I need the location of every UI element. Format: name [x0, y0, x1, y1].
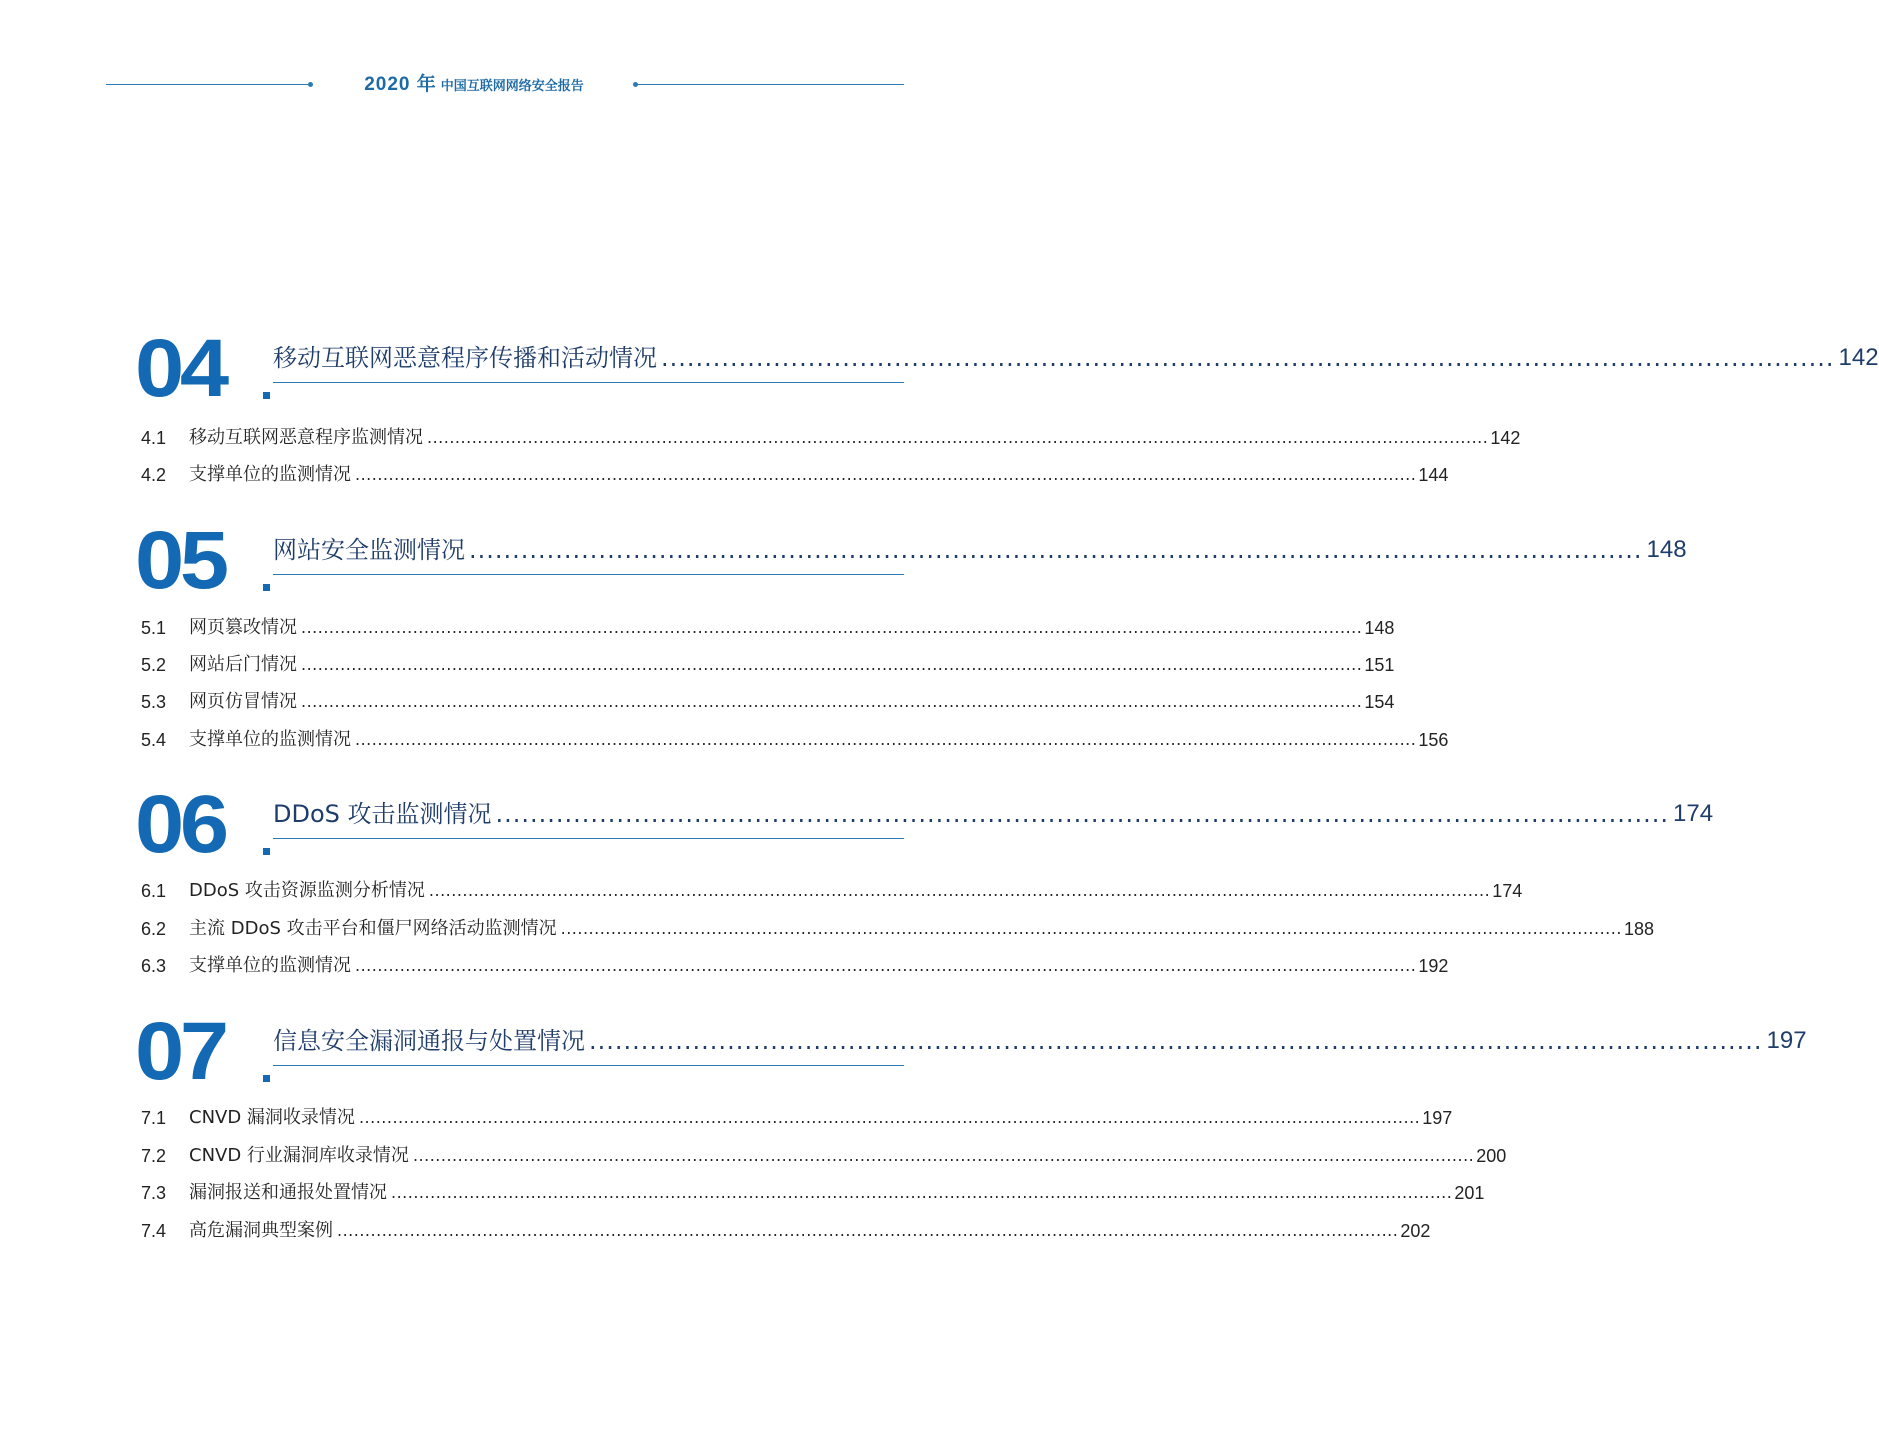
dot-leader: .............................................................................................................................................................................................. — [355, 956, 1417, 975]
running-header — [0, 72, 1028, 98]
entry-page: 192 — [1418, 956, 1449, 976]
entry-page: 201 — [1454, 1183, 1485, 1203]
toc-entry[interactable] — [141, 1219, 1431, 1243]
dot-leader: .............................................................................................................................................................................................. — [428, 881, 1491, 900]
chapter-dot — [263, 584, 270, 591]
chapter-title: 信息安全漏洞通报与处置情况 — [273, 1027, 585, 1055]
chapter-rule — [273, 574, 904, 575]
dot-leader: .............................................................................................................................................................................................. — [337, 1221, 1399, 1240]
toc-entry[interactable] — [141, 1144, 1507, 1168]
dot-leader: ........................................................................................................................................ — [469, 536, 1643, 564]
toc-entry[interactable] — [141, 1181, 1485, 1205]
dot-leader: .............................................................................................................................................................................................. — [355, 730, 1417, 749]
chapter-number: 05 — [135, 515, 225, 606]
dot-leader: .............................................................................................................................................................................................. — [301, 692, 1363, 711]
header-year: 2020 年 — [364, 74, 437, 95]
entry-title: DDoS 攻击资源监测分析情况 — [189, 880, 425, 901]
entry-page: 154 — [1364, 692, 1395, 712]
entry-title: 主流 DDoS 攻击平台和僵尸网络活动监测情况 — [189, 918, 557, 939]
entry-title: 网页仿冒情况 — [189, 691, 297, 712]
entry-number: 5.1 — [141, 618, 167, 638]
toc-entry[interactable] — [141, 616, 1395, 640]
entry-title: 网站后门情况 — [189, 654, 297, 675]
entry-number: 5.3 — [141, 692, 167, 712]
entry-title: 支撑单位的监测情况 — [189, 729, 351, 750]
chapter-title: 移动互联网恶意程序传播和活动情况 — [273, 344, 657, 372]
entry-title: CNVD 漏洞收录情况 — [189, 1107, 355, 1128]
entry-number: 5.2 — [141, 655, 167, 675]
entry-number: 7.3 — [141, 1183, 167, 1203]
toc-entry[interactable] — [141, 1106, 1453, 1130]
chapter-heading[interactable] — [0, 515, 1687, 606]
chapter-dot — [263, 1075, 270, 1082]
entry-number: 6.2 — [141, 919, 167, 939]
toc-entry[interactable] — [141, 690, 1395, 714]
entry-page: 148 — [1364, 618, 1395, 638]
entry-title: 漏洞报送和通报处置情况 — [189, 1182, 387, 1203]
entry-number: 4.1 — [141, 428, 167, 448]
chapter-dot — [263, 392, 270, 399]
dot-leader: .............................................................................................................................................................................................. — [391, 1183, 1453, 1202]
toc-entry[interactable] — [141, 426, 1521, 450]
dot-leader: .............................................................................................................................................................................................. — [301, 655, 1363, 674]
dot-leader: .............................................................................................................................................................................................. — [412, 1146, 1475, 1165]
entry-number: 5.4 — [141, 730, 167, 750]
toc-entry[interactable] — [141, 653, 1395, 677]
toc-entry[interactable] — [141, 728, 1449, 752]
entry-page: 144 — [1418, 465, 1449, 485]
chapter-title-row — [273, 1025, 1807, 1057]
chapter-heading[interactable] — [0, 1006, 1807, 1097]
entry-page: 142 — [1490, 428, 1521, 448]
chapter-number: 04 — [135, 323, 225, 414]
chapter-page: 142 — [1838, 344, 1879, 371]
chapter-number: 06 — [135, 779, 225, 870]
entry-number: 6.1 — [141, 881, 167, 901]
chapter-page: 148 — [1646, 536, 1687, 563]
chapter-heading[interactable] — [0, 323, 1879, 414]
chapter-heading[interactable] — [0, 779, 1714, 870]
dot-leader: .............................................................................................................................................................................................. — [358, 1108, 1421, 1127]
chapter-rule — [273, 838, 904, 839]
chapter-title: DDoS 攻击监测情况 — [273, 800, 492, 828]
chapter-number: 07 — [135, 1006, 225, 1097]
entry-page: 156 — [1418, 730, 1449, 750]
chapter-title-row — [273, 534, 1687, 566]
chapter-title: 网站安全监测情况 — [273, 536, 465, 564]
entry-page: 200 — [1476, 1146, 1507, 1166]
entry-title: CNVD 行业漏洞库收录情况 — [189, 1145, 409, 1166]
chapter-rule — [273, 1065, 904, 1066]
dot-leader: .............................................................................................................................................................................................. — [560, 919, 1622, 938]
chapter-rule — [273, 382, 904, 383]
dot-leader: ........................................................................................................................................ — [661, 344, 1835, 372]
header-title — [318, 72, 630, 100]
header-rule-left — [106, 84, 310, 85]
entry-page: 197 — [1422, 1108, 1453, 1128]
dot-leader: ........................................................................................................................................ — [589, 1027, 1763, 1055]
chapter-dot — [263, 848, 270, 855]
header-rule-right — [636, 84, 904, 85]
entry-title: 移动互联网恶意程序监测情况 — [189, 427, 423, 448]
entry-page: 174 — [1492, 881, 1523, 901]
entry-title: 网页篡改情况 — [189, 617, 297, 638]
chapter-title-row — [273, 798, 1714, 830]
toc-entry[interactable] — [141, 917, 1654, 941]
entry-page: 188 — [1623, 919, 1654, 939]
entry-title: 支撑单位的监测情况 — [189, 464, 351, 485]
header-dot-left — [308, 82, 313, 87]
entry-number: 6.3 — [141, 956, 167, 976]
dot-leader: .............................................................................................................................................................................................. — [427, 428, 1489, 447]
dot-leader: .............................................................................................................................................................................................. — [301, 618, 1363, 637]
toc-entry[interactable] — [141, 463, 1449, 487]
entry-number: 7.1 — [141, 1108, 167, 1128]
chapter-title-row — [273, 342, 1879, 374]
toc-entry[interactable] — [141, 954, 1449, 978]
dot-leader: ........................................................................................................................................ — [495, 800, 1670, 828]
entry-page: 151 — [1364, 655, 1395, 675]
chapter-page: 174 — [1673, 800, 1714, 827]
entry-title: 高危漏洞典型案例 — [189, 1220, 333, 1241]
dot-leader: .............................................................................................................................................................................................. — [355, 465, 1417, 484]
entry-number: 7.4 — [141, 1221, 167, 1241]
chapter-page: 197 — [1766, 1027, 1807, 1054]
entry-title: 支撑单位的监测情况 — [189, 955, 351, 976]
entry-number: 7.2 — [141, 1146, 167, 1166]
entry-number: 4.2 — [141, 465, 167, 485]
entry-page: 202 — [1400, 1221, 1431, 1241]
header-report-title: 中国互联网网络安全报告 — [440, 79, 584, 94]
toc-entry[interactable] — [141, 879, 1523, 903]
